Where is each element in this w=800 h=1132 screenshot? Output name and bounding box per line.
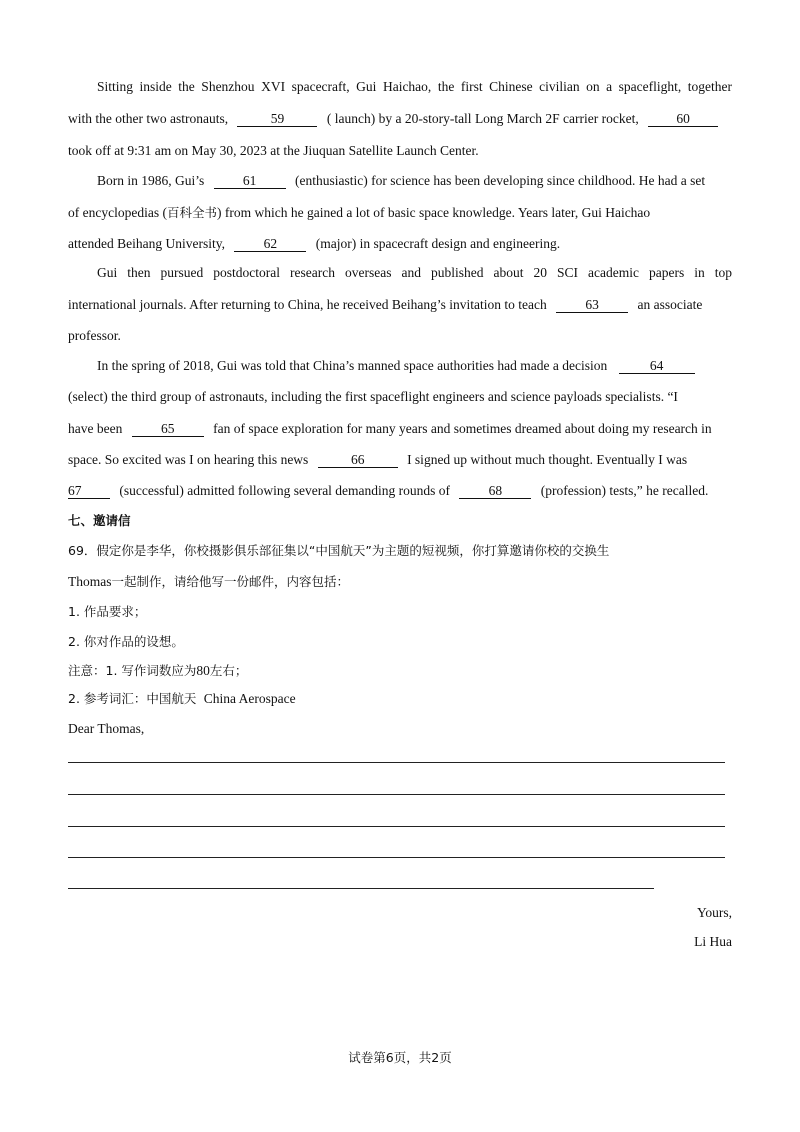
p4-line1 (97, 357, 732, 375)
reference-term: China Aerospace (203, 691, 296, 706)
blank-68[interactable]: 68 (459, 484, 531, 499)
note-text: 左右； (209, 663, 248, 678)
p4-line3 (68, 420, 732, 438)
p2-line2 (68, 204, 732, 222)
requirement-1: 1. 作品要求； (68, 604, 147, 619)
page-number: 6 (385, 1050, 394, 1065)
word-count: 80 (196, 663, 210, 678)
p3-text: international journals. After returning to China, he received Beihang’s invitation to teach (68, 297, 547, 312)
question-name: Thomas (68, 574, 112, 589)
writing-line-2[interactable] (68, 794, 725, 795)
p2-cjk-term: 百科全书 (166, 205, 217, 220)
section-heading: 七、邀请信 (68, 513, 131, 528)
blank-66[interactable]: 66 (318, 453, 398, 468)
blank-60[interactable]: 60 (648, 112, 718, 127)
blank-64[interactable]: 64 (619, 359, 695, 374)
p3-line1: Gui then pursued postdoctoral research overseas and published about 20 SCI academic papers in top (97, 265, 732, 280)
blank-61[interactable]: 61 (214, 174, 286, 189)
p3-text: an associate (637, 297, 703, 312)
question-69-line2 (68, 573, 732, 591)
p2-text: ) from which he gained a lot of basic space knowledge. Years later, Gui Haichao (216, 205, 651, 220)
p1-text: with the other two astronauts, (68, 111, 229, 126)
p1-line1: Sitting inside the Shenzhou XVI spacecraft, Gui Haichao, the first Chinese civilian on a spaceflight, together (97, 79, 732, 94)
p2-text: (major) in spacecraft design and engineering. (315, 236, 561, 251)
note-2 (68, 690, 732, 708)
writing-line-4[interactable] (68, 857, 725, 858)
salutation: Dear Thomas, (68, 721, 145, 736)
writing-line-5[interactable] (68, 888, 654, 889)
blank-59[interactable]: 59 (237, 112, 317, 127)
question-text: 一起制作，请给他写一份邮件，内容包括： (111, 574, 350, 589)
p4-text: fan of space exploration for many years and sometimes dreamed about doing my research in (213, 421, 712, 436)
p2-text: (enthusiastic) for science has been developing since childhood. He had a set (295, 173, 706, 188)
p4-text: have been (68, 421, 123, 436)
p1-line2 (68, 110, 732, 128)
writing-line-3[interactable] (68, 826, 725, 827)
p4-text: I signed up without much thought. Eventually I was (407, 452, 688, 467)
p4-line2: (select) the third group of astronauts, including the first spaceflight engineers and science payloads specialists. “I (68, 389, 678, 404)
p2-text: Born in 1986, Gui’s (97, 173, 205, 188)
p3-line2 (68, 296, 732, 314)
p4-text: In the spring of 2018, Gui was told that China’s manned space authorities had made a decision (97, 358, 608, 373)
footer-text: 试卷第 (348, 1050, 386, 1065)
requirement-2: 2. 你对作品的设想。 (68, 634, 184, 649)
note-1 (68, 662, 732, 680)
note-text: 2. 参考词汇：中国航天 (68, 691, 197, 706)
p4-text: space. So excited was I on hearing this news (68, 452, 309, 467)
note-text: 注意：1. 写作词数应为 (68, 663, 197, 678)
p2-line3 (68, 235, 732, 253)
page-footer (0, 1049, 800, 1067)
question-69-line1: 69．假定你是李华，你校摄影俱乐部征集以“中国航天”为主题的短视频，你打算邀请你校的交换生 (68, 543, 610, 558)
blank-63[interactable]: 63 (556, 298, 628, 313)
page-total: 2 (431, 1050, 440, 1065)
p2-line1 (97, 172, 732, 190)
closing: Yours, (696, 905, 732, 920)
p2-text: attended Beihang University, (68, 236, 225, 251)
p4-line4 (68, 451, 732, 469)
writing-line-1[interactable] (68, 762, 725, 763)
blank-62[interactable]: 62 (234, 237, 306, 252)
p1-text: ( launch) by a 20-story-tall Long March 2F carrier rocket, (326, 111, 639, 126)
p4-line5 (68, 482, 732, 500)
p2-text: of encyclopedias ( (68, 205, 167, 220)
footer-text: 页，共 (393, 1050, 432, 1065)
blank-67[interactable]: 67 (68, 484, 110, 499)
footer-text: 页 (439, 1050, 452, 1065)
p4-text: (profession) tests,” he recalled. (540, 483, 709, 498)
blank-65[interactable]: 65 (132, 422, 204, 437)
signature: Li Hua (694, 934, 732, 949)
p1-line3: took off at 9:31 am on May 30, 2023 at the Jiuquan Satellite Launch Center. (68, 143, 479, 158)
p3-line3: professor. (68, 328, 121, 343)
p4-text: (successful) admitted following several demanding rounds of (119, 483, 451, 498)
